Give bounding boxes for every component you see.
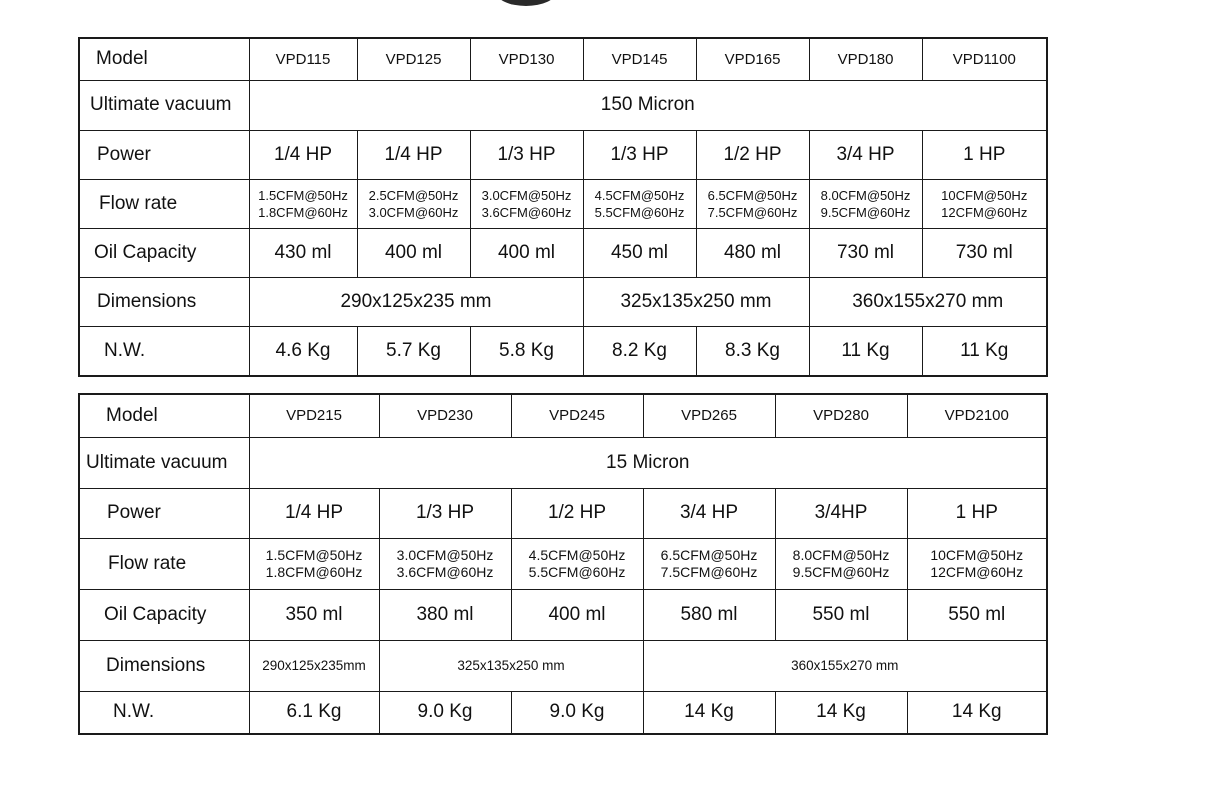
label-oil-capacity: Oil Capacity — [79, 228, 249, 277]
flow-cell: 1.5CFM@50Hz 1.8CFM@60Hz — [249, 538, 379, 589]
dimensions-cell: 325x135x250 mm — [583, 277, 809, 326]
power-cell: 3/4HP — [775, 488, 907, 538]
label-power: Power — [79, 488, 249, 538]
row-model — [79, 394, 1047, 437]
oil-cell: 350 ml — [249, 589, 379, 640]
flow-cell: 3.0CFM@50Hz 3.6CFM@60Hz — [470, 179, 583, 228]
power-cell: 1/2 HP — [696, 130, 809, 179]
vacuum-cell: 150 Micron — [249, 80, 1047, 130]
row-oil-capacity — [79, 589, 1047, 640]
oil-cell: 730 ml — [922, 228, 1047, 277]
label-ultimate-vacuum: Ultimate vacuum — [79, 437, 249, 488]
weight-cell: 5.8 Kg — [470, 326, 583, 376]
row-model — [79, 38, 1047, 80]
power-cell: 3/4 HP — [643, 488, 775, 538]
weight-cell: 9.0 Kg — [511, 691, 643, 734]
model-cell: VPD180 — [809, 38, 922, 80]
label-net-weight: N.W. — [79, 691, 249, 734]
model-cell: VPD230 — [379, 394, 511, 437]
weight-cell: 11 Kg — [809, 326, 922, 376]
oil-cell: 450 ml — [583, 228, 696, 277]
flow-cell: 8.0CFM@50Hz 9.5CFM@60Hz — [775, 538, 907, 589]
model-cell: VPD245 — [511, 394, 643, 437]
model-cell: VPD280 — [775, 394, 907, 437]
row-power — [79, 488, 1047, 538]
flow-cell: 10CFM@50Hz 12CFM@60Hz — [922, 179, 1047, 228]
weight-cell: 14 Kg — [643, 691, 775, 734]
row-net-weight — [79, 326, 1047, 376]
weight-cell: 4.6 Kg — [249, 326, 357, 376]
flow-cell: 8.0CFM@50Hz 9.5CFM@60Hz — [809, 179, 922, 228]
oil-cell: 380 ml — [379, 589, 511, 640]
oil-cell: 730 ml — [809, 228, 922, 277]
row-net-weight — [79, 691, 1047, 734]
label-power: Power — [79, 130, 249, 179]
row-flow-rate — [79, 179, 1047, 228]
model-cell: VPD1100 — [922, 38, 1047, 80]
power-cell: 1/2 HP — [511, 488, 643, 538]
model-cell: VPD265 — [643, 394, 775, 437]
dimensions-cell: 325x135x250 mm — [379, 640, 643, 691]
row-ultimate-vacuum — [79, 437, 1047, 488]
power-cell: 1/3 HP — [470, 130, 583, 179]
dimensions-cell: 290x125x235mm — [249, 640, 379, 691]
flow-cell: 6.5CFM@50Hz 7.5CFM@60Hz — [696, 179, 809, 228]
model-cell: VPD165 — [696, 38, 809, 80]
power-cell: 1 HP — [922, 130, 1047, 179]
power-cell: 3/4 HP — [809, 130, 922, 179]
row-dimensions — [79, 640, 1047, 691]
row-ultimate-vacuum — [79, 80, 1047, 130]
label-flow-rate: Flow rate — [79, 538, 249, 589]
row-power — [79, 130, 1047, 179]
flow-cell: 4.5CFM@50Hz 5.5CFM@60Hz — [583, 179, 696, 228]
top-decorative-shape — [496, 0, 556, 6]
model-cell: VPD115 — [249, 38, 357, 80]
flow-cell: 3.0CFM@50Hz 3.6CFM@60Hz — [379, 538, 511, 589]
weight-cell: 14 Kg — [907, 691, 1047, 734]
oil-cell: 550 ml — [907, 589, 1047, 640]
oil-cell: 400 ml — [470, 228, 583, 277]
model-cell: VPD130 — [470, 38, 583, 80]
weight-cell: 8.2 Kg — [583, 326, 696, 376]
oil-cell: 430 ml — [249, 228, 357, 277]
flow-cell: 6.5CFM@50Hz 7.5CFM@60Hz — [643, 538, 775, 589]
power-cell: 1/4 HP — [357, 130, 470, 179]
dimensions-cell: 360x155x270 mm — [809, 277, 1047, 326]
power-cell: 1/4 HP — [249, 488, 379, 538]
model-cell: VPD125 — [357, 38, 470, 80]
label-ultimate-vacuum: Ultimate vacuum — [79, 80, 249, 130]
weight-cell: 8.3 Kg — [696, 326, 809, 376]
model-cell: VPD215 — [249, 394, 379, 437]
flow-cell: 2.5CFM@50Hz 3.0CFM@60Hz — [357, 179, 470, 228]
weight-cell: 11 Kg — [922, 326, 1047, 376]
row-oil-capacity — [79, 228, 1047, 277]
oil-cell: 480 ml — [696, 228, 809, 277]
row-flow-rate — [79, 538, 1047, 589]
model-cell: VPD2100 — [907, 394, 1047, 437]
oil-cell: 550 ml — [775, 589, 907, 640]
flow-cell: 10CFM@50Hz 12CFM@60Hz — [907, 538, 1047, 589]
row-dimensions — [79, 277, 1047, 326]
label-oil-capacity: Oil Capacity — [79, 589, 249, 640]
weight-cell: 6.1 Kg — [249, 691, 379, 734]
model-cell: VPD145 — [583, 38, 696, 80]
power-cell: 1 HP — [907, 488, 1047, 538]
label-flow-rate: Flow rate — [79, 179, 249, 228]
oil-cell: 400 ml — [511, 589, 643, 640]
oil-cell: 400 ml — [357, 228, 470, 277]
dimensions-cell: 360x155x270 mm — [643, 640, 1047, 691]
label-model: Model — [79, 394, 249, 437]
power-cell: 1/3 HP — [583, 130, 696, 179]
flow-cell: 1.5CFM@50Hz 1.8CFM@60Hz — [249, 179, 357, 228]
weight-cell: 14 Kg — [775, 691, 907, 734]
vacuum-cell: 15 Micron — [249, 437, 1047, 488]
power-cell: 1/4 HP — [249, 130, 357, 179]
label-dimensions: Dimensions — [79, 277, 249, 326]
dimensions-cell: 290x125x235 mm — [249, 277, 583, 326]
oil-cell: 580 ml — [643, 589, 775, 640]
label-net-weight: N.W. — [79, 326, 249, 376]
spec-table-15-micron — [78, 393, 1048, 735]
spec-table-150-micron — [78, 37, 1048, 377]
label-dimensions: Dimensions — [79, 640, 249, 691]
label-model: Model — [79, 38, 249, 80]
flow-cell: 4.5CFM@50Hz 5.5CFM@60Hz — [511, 538, 643, 589]
weight-cell: 9.0 Kg — [379, 691, 511, 734]
power-cell: 1/3 HP — [379, 488, 511, 538]
weight-cell: 5.7 Kg — [357, 326, 470, 376]
